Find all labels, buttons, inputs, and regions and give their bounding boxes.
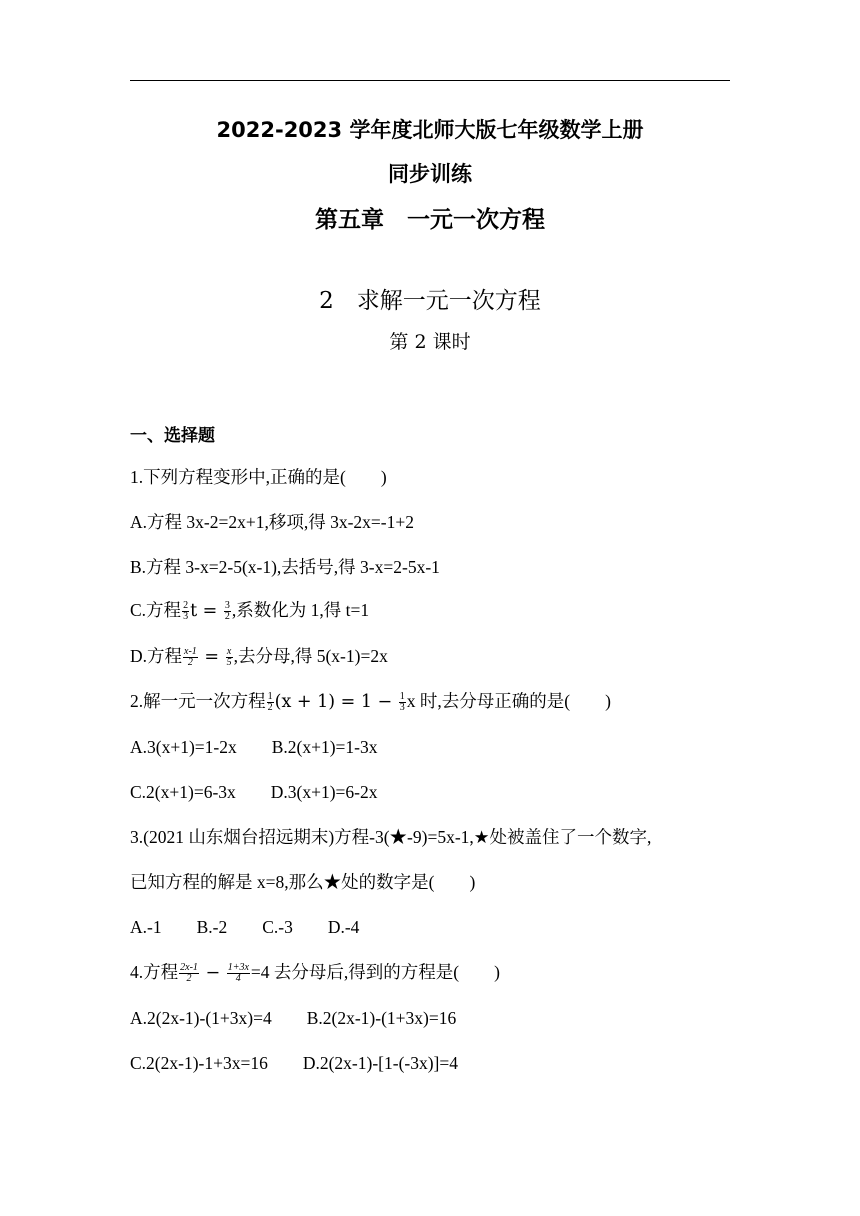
fraction-denominator: 3 [183,611,189,623]
q1-option-c [130,598,369,623]
q2-options-ab: A.3(x+1)=1-2x B.2(x+1)=1-3x [130,737,378,757]
fraction-numerator: 1+3x [227,962,249,974]
q3-options: A.-1 B.-2 C.-3 D.-4 [130,917,360,937]
section-title: 2 求解一元一次方程 [319,288,541,314]
q3-stem-line1: 3.(2021 山东烟台招远期末)方程-3(★-9)=5x-1,★处被盖住了一个数字, [130,827,652,847]
q4-prefix: 4.方程 [130,962,179,982]
fraction-numerator: 3 [224,600,230,612]
fraction-denominator: 2 [267,702,273,714]
q3-stem-line2: 已知方程的解是 x=8,那么★处的数字是( ) [130,872,476,892]
q2-middle: (x + 1) = 1 − [274,692,398,712]
q1-d-prefix: D.方程 [130,646,183,666]
q2-suffix: x 时,去分母正确的是( ) [406,691,611,711]
fraction-denominator: 2 [224,611,230,623]
fraction-denominator: 2 [186,973,192,985]
fraction-numerator: 1 [267,691,273,703]
q1-c-suffix: ,系数化为 1,得 t=1 [231,600,370,620]
q1-stem: 1.下列方程变形中,正确的是( ) [130,467,387,487]
q1-option-d [130,644,388,669]
header-rule [130,80,730,81]
fraction [179,963,199,984]
chapter-title: 第五章 一元一次方程 [315,207,545,233]
fraction [399,692,406,713]
q1-option-a: A.方程 3x-2=2x+1,移项,得 3x-2x=-1+2 [130,512,414,532]
q4-middle: − [199,963,226,983]
doc-title: 2022-2023 学年度北师大版七年级数学上册 [216,118,644,142]
q1-option-b: B.方程 3-x=2-5(x-1),去括号,得 3-x=2-5x-1 [130,557,440,577]
q2-prefix: 2.解一元一次方程 [130,691,266,711]
fraction [267,692,274,713]
fraction-numerator: 1 [399,691,405,703]
q1-d-middle: = [198,647,225,667]
fraction-denominator: 3 [399,702,405,714]
q4-options-cd: C.2(2x-1)-1+3x=16 D.2(2x-1)-[1-(-3x)]=4 [130,1053,459,1073]
q4-options-ab: A.2(2x-1)-(1+3x)=4 B.2(2x-1)-(1+3x)=16 [130,1008,457,1028]
fraction [227,963,250,984]
q1-c-prefix: C.方程 [130,600,182,620]
q1-c-middle: t = [190,601,223,621]
q4-suffix: =4 去分母后,得到的方程是( ) [250,962,500,982]
question-section-heading: 一、选择题 [130,426,215,446]
fraction-numerator: 2x-1 [180,962,198,974]
fraction-numerator: 2 [183,600,189,612]
fraction-denominator: 4 [235,973,241,985]
lesson-label: 第 2 课时 [389,331,471,353]
q2-stem [130,689,611,714]
doc-subtitle: 同步训练 [388,162,472,186]
q1-d-suffix: ,去分母,得 5(x-1)=2x [233,646,388,666]
fraction [183,647,198,668]
fraction-numerator: x-1 [184,646,197,658]
fraction [182,601,189,622]
fraction-denominator: 2 [187,657,193,669]
q2-options-cd: C.2(x+1)=6-3x D.3(x+1)=6-2x [130,782,378,802]
fraction-numerator: x [226,646,232,658]
fraction-denominator: 5 [226,657,232,669]
fraction [224,601,231,622]
q4-stem [130,960,500,985]
fraction [226,647,233,668]
